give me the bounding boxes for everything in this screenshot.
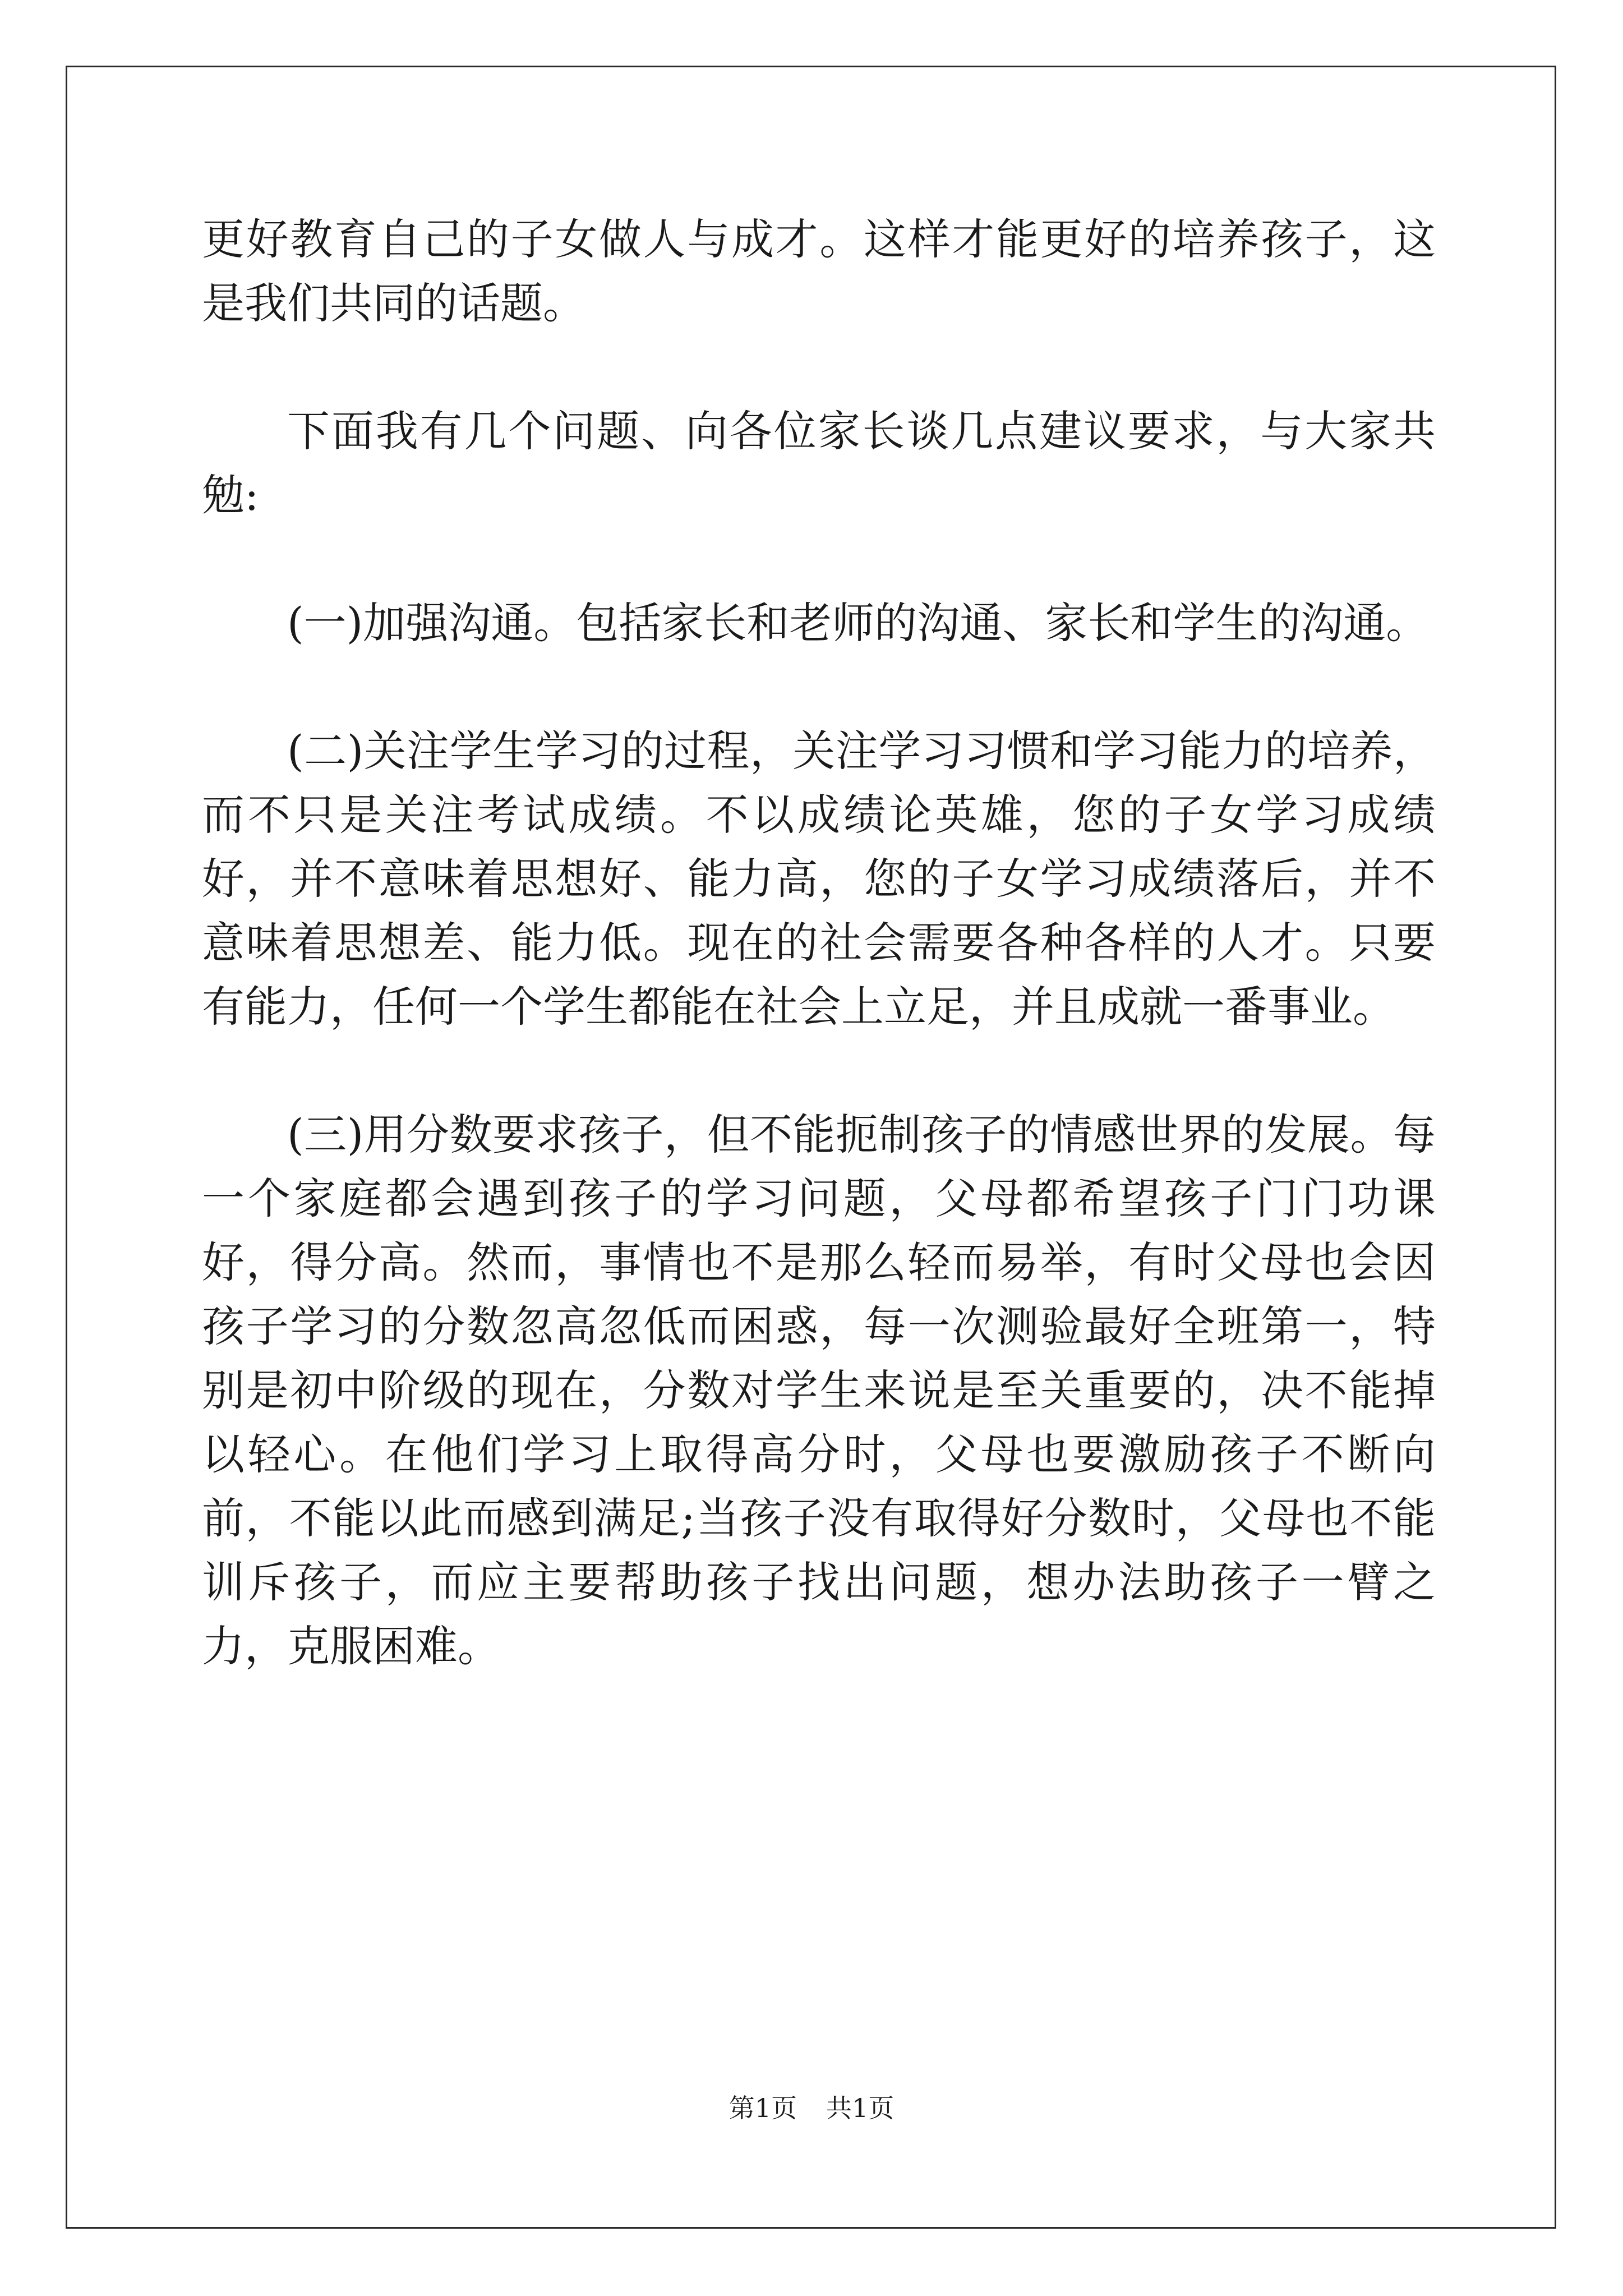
paragraph-continuation: 更好教育自己的子女做人与成才。这样才能更好的培养孩子，这是我们共同的话题。 xyxy=(202,214,1436,328)
page-total: 共1页 xyxy=(826,2093,895,2123)
document-body xyxy=(202,208,1436,1742)
paragraph-point-1: (一)加强沟通。包括家长和老师的沟通、家长和学生的沟通。 xyxy=(287,598,1429,648)
page-number: 第1页 xyxy=(728,2093,797,2123)
paragraph-intro: 下面我有几个问题、向各位家长谈几点建议要求，与大家共勉: xyxy=(202,406,1436,520)
paragraph-point-2: (二)关注学生学习的过程，关注学习习惯和学习能力的培养，而不只是关注考试成绩。不以成绩论英雄，您的子女学习成绩好，并不意味着思想好、能力高，您的子女学习成绩落后，并不意味着思想差、能力低。现在的社会需要各种各样的人才。只要有能力，任何一个学生都能在社会上立足，并且成就一番事业。 xyxy=(202,726,1436,1032)
page-footer xyxy=(0,2088,1623,2125)
paragraph-point-3: (三)用分数要求孩子，但不能扼制孩子的情感世界的发展。每一个家庭都会遇到孩子的学习问题，父母都希望孩子门门功课好，得分高。然而，事情也不是那么轻而易举，有时父母也会因孩子学习的分数忽高忽低而困惑，每一次测验最好全班第一，特别是初中阶级的现在，分数对学生来说是至关重要的，决不能掉以轻心。在他们学习上取得高分时，父母也要激励孩子不断向前，不能以此而感到满足;当孩子没有取得好分数时，父母也不能训斥孩子，而应主要帮助孩子找出问题，想办法助孩子一臂之力，克服困难。 xyxy=(202,1110,1436,1671)
